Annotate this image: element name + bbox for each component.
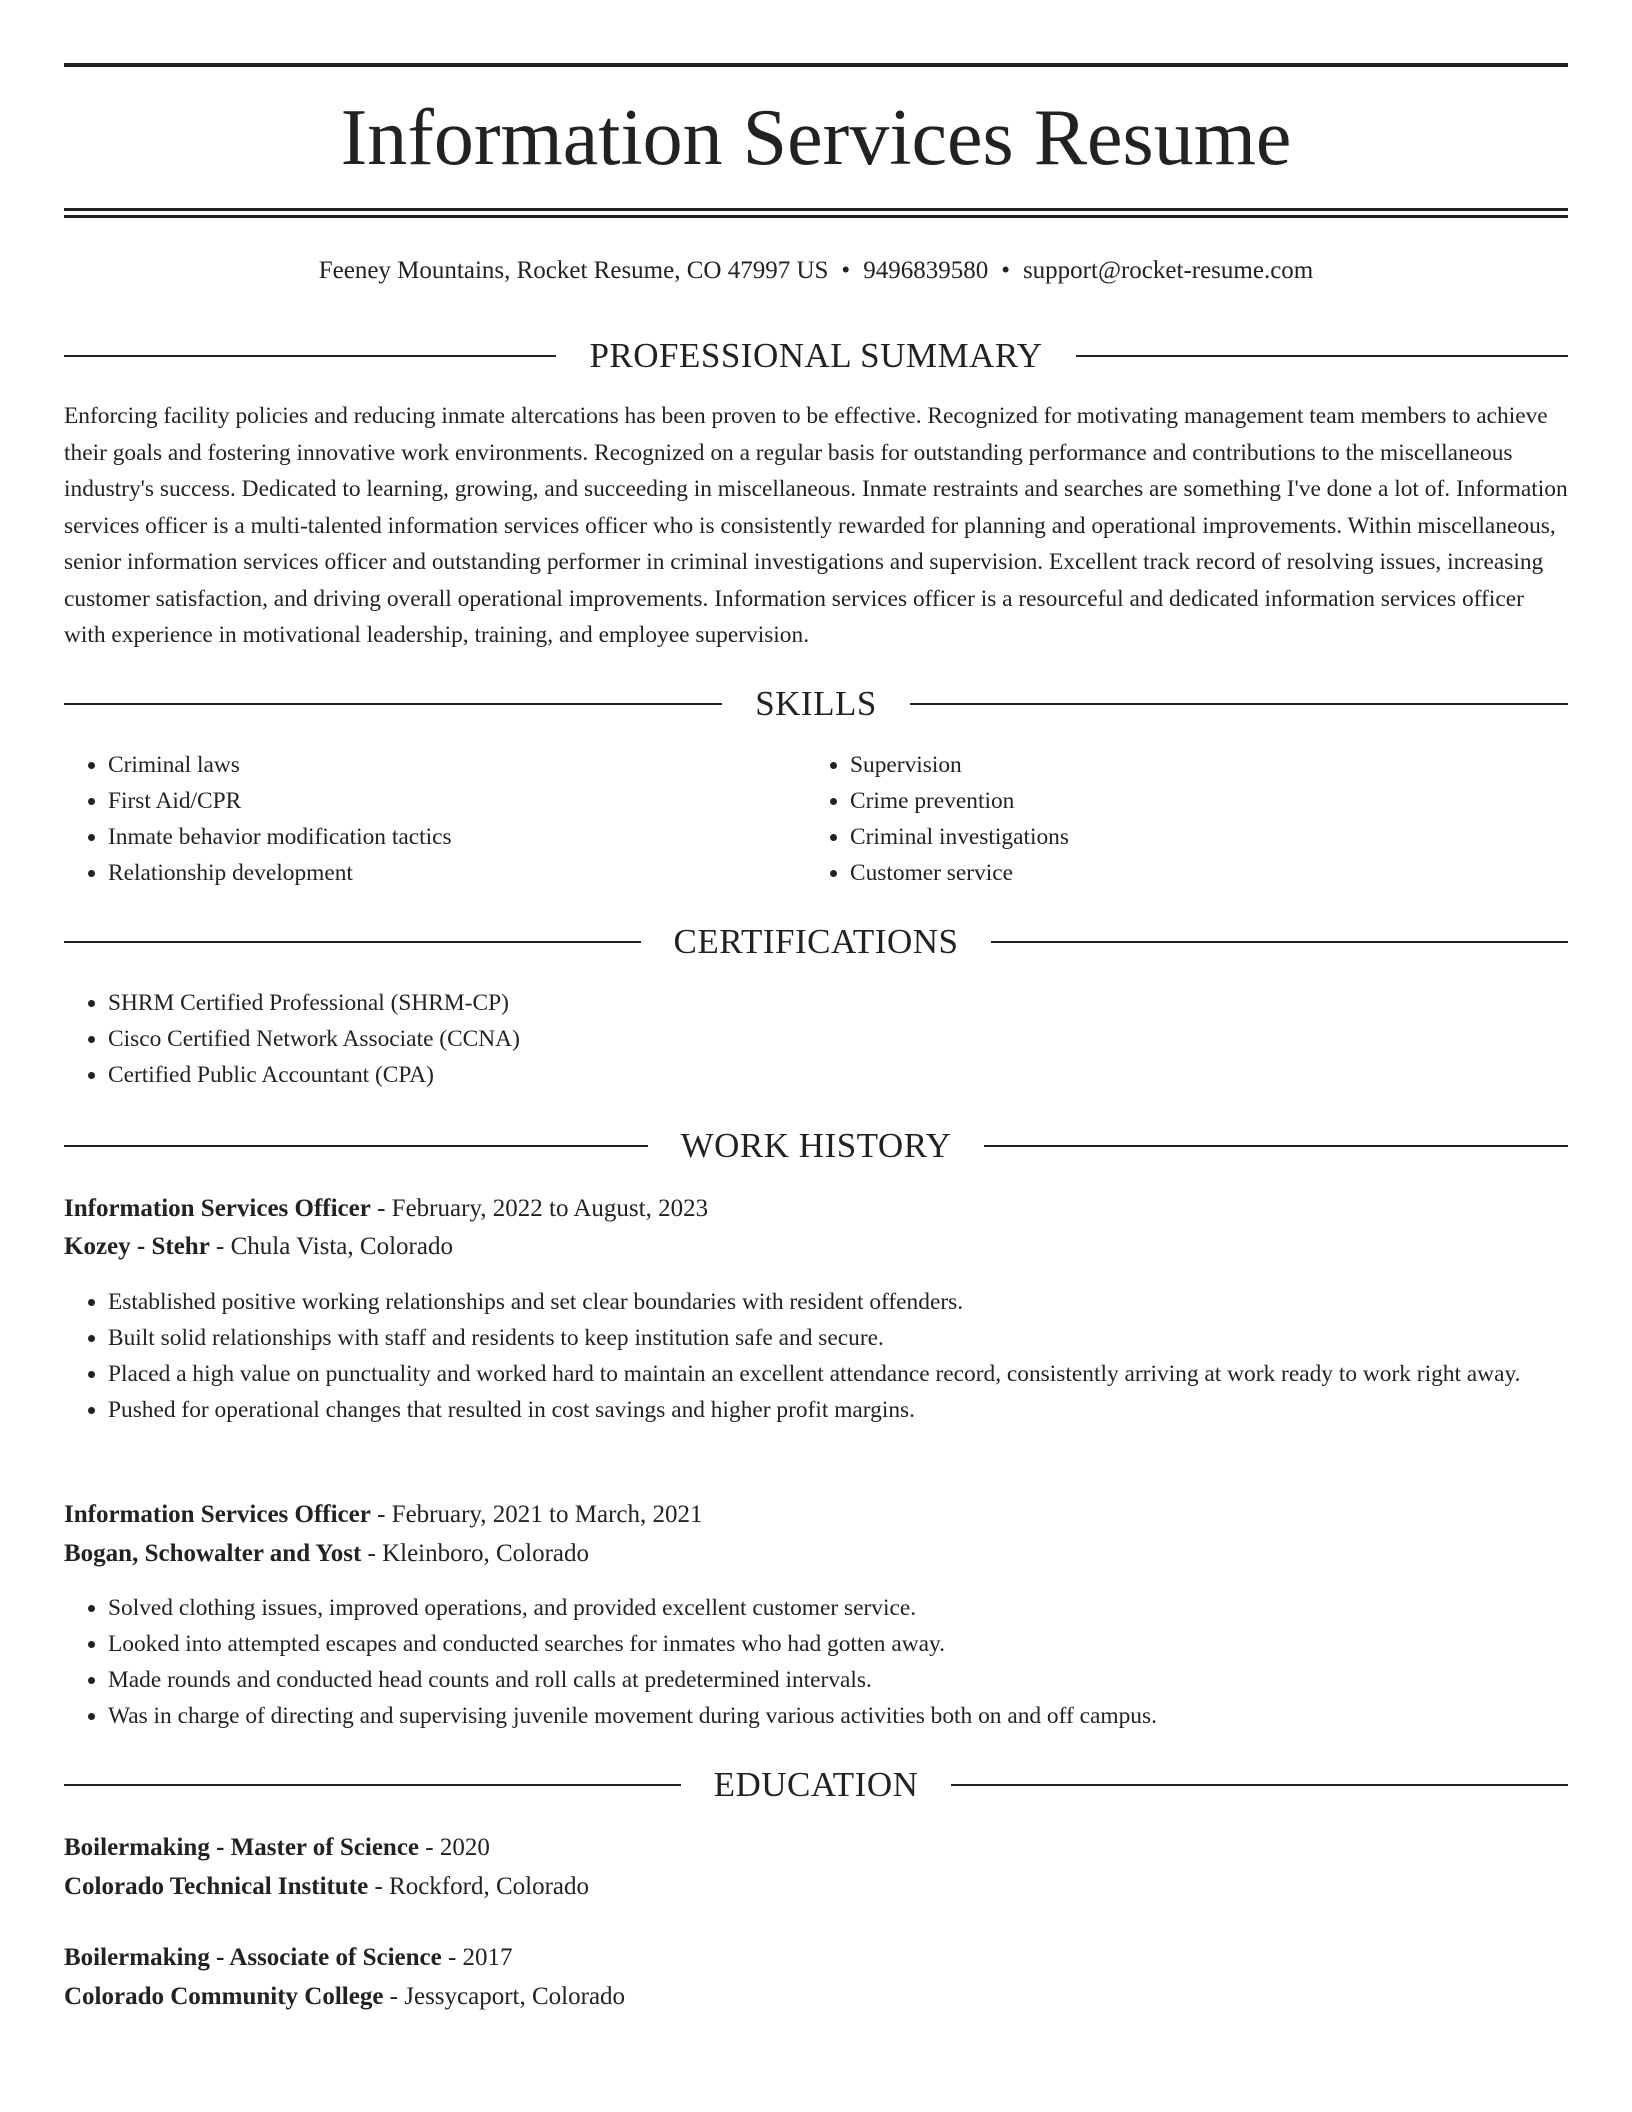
resume-title: Information Services Resume [340,94,1292,182]
skill-item: • Criminal investigations [850,819,1550,855]
job-bullet: • Made rounds and conducted head counts and roll calls at predetermined intervals. [108,1662,1568,1698]
job-bullet: • Established positive working relationships and set clear boundaries with resident offenders. [108,1284,1568,1320]
section-rule-right [984,1145,1568,1147]
skills-list-right [806,747,1550,891]
section-rule-right [991,941,1568,943]
contact-address: Feeney Mountains, Rocket Resume, CO 47997 US [318,257,829,284]
job-bullet: • Placed a high value on punctuality and worked hard to maintain an excellent attendance record, consistently arriving at work ready to work right away. [108,1356,1568,1392]
skills-list-left [64,747,808,891]
education-school-line [64,1868,1568,1906]
skill-item: • Crime prevention [850,783,1550,819]
title-double-rule-lower [64,215,1568,218]
job-bullet: • Pushed for operational changes that resulted in cost savings and higher profit margins. [108,1392,1568,1428]
section-header-education [64,1763,1568,1807]
skill-item: • First Aid/CPR [108,783,808,819]
skill-item: • Customer service [850,855,1550,891]
contact-separator: • [1001,257,1010,284]
job-bullets [64,1284,1568,1428]
job-dates: - February, 2021 to March, 2021 [370,1501,703,1528]
job-location: - Chula Vista, Colorado [209,1233,453,1260]
job-title: Information Services Officer [64,1501,371,1528]
section-rule-right [951,1784,1568,1786]
job-title-line [64,1496,1568,1534]
certification-item: • Certified Public Accountant (CPA) [108,1057,1568,1093]
education-degree: Boilermaking - Master of Science [64,1834,420,1861]
section-rule-right [910,703,1568,705]
section-rule-left [64,703,722,705]
contact-line [64,253,1568,289]
job-title-line [64,1190,1568,1228]
education-location: - Rockford, Colorado [368,1873,589,1900]
section-title-work-history: WORK HISTORY [680,1126,952,1165]
section-rule-left [64,941,641,943]
education-school: Colorado Technical Institute [64,1873,369,1900]
job-company-line [64,1535,1568,1573]
job-bullet: • Solved clothing issues, improved operations, and provided excellent customer service. [108,1590,1568,1626]
top-rule [64,63,1568,67]
section-rule-left [64,355,556,357]
contact-separator: • [841,257,851,284]
section-rule-left [64,1145,648,1147]
job-bullet: • Looked into attempted escapes and conducted searches for inmates who had gotten away. [108,1626,1568,1662]
section-header-work-history [64,1124,1568,1168]
certifications-list [64,985,1568,1093]
section-header-skills [64,682,1568,726]
education-degree-line [64,1829,1568,1867]
job-bullet: • Built solid relationships with staff and residents to keep institution safe and secure. [108,1320,1568,1356]
section-header-summary [64,334,1568,378]
job-company: Bogan, Schowalter and Yost [64,1540,362,1567]
skill-item: • Criminal laws [108,747,808,783]
summary-paragraph: Enforcing facility policies and reducing inmate altercations has been proven to be effective. Recognized for motivating management team members to achieve their goals and fostering innovative work environments. Recognized on a regular basis for outstanding performance and contributions to the miscellaneous industry's success. Dedicated to learning, growing, and succeeding in miscellaneous. Inmate restraints and searches are something I've done a lot of. Information services officer is a multi-talented information services officer who is consistently rewarded for planning and operational improvements. Within miscellaneous, senior information services officer and outstanding performer in criminal investigations and supervision. Excellent track record of resolving issues, increasing customer satisfaction, and driving overall operational improvements. Information services officer is a resourceful and dedicated information services officer with experience in motivational leadership, training, and employee supervision. [64,403,1568,648]
section-title-education: EDUCATION [713,1765,919,1804]
education-degree-line [64,1939,1568,1977]
skill-item: • Inmate behavior modification tactics [108,819,808,855]
education-school: Colorado Community College [64,1983,384,2010]
job-location: - Kleinboro, Colorado [361,1540,589,1567]
job-company-line [64,1228,1568,1266]
job-company: Kozey - Stehr [64,1233,210,1260]
skill-item: • Supervision [850,747,1550,783]
education-location: - Jessycaport, Colorado [383,1983,626,2010]
section-rule-left [64,1784,681,1786]
job-bullets [64,1590,1568,1734]
job-dates: - February, 2022 to August, 2023 [370,1195,709,1222]
education-degree: Boilermaking - Associate of Science [64,1944,442,1971]
contact-email: support@rocket-resume.com [1022,257,1314,284]
education-year: - 2020 [419,1834,490,1861]
section-title-skills: SKILLS [755,684,877,723]
certification-item: • SHRM Certified Professional (SHRM-CP) [108,985,1568,1021]
section-header-certifications [64,920,1568,964]
job-bullet: • Was in charge of directing and supervising juvenile movement during various activities both on and off campus. [108,1698,1568,1734]
job-title: Information Services Officer [64,1195,371,1222]
title-double-rule-upper [64,208,1568,211]
section-title-summary: PROFESSIONAL SUMMARY [589,336,1043,375]
section-rule-right [1076,355,1568,357]
education-school-line [64,1978,1568,2016]
skill-item: • Relationship development [108,855,808,891]
education-year: - 2017 [441,1944,513,1971]
contact-phone: 9496839580 [863,257,989,284]
certification-item: • Cisco Certified Network Associate (CCNA) [108,1021,1568,1057]
section-title-certifications: CERTIFICATIONS [673,922,959,961]
